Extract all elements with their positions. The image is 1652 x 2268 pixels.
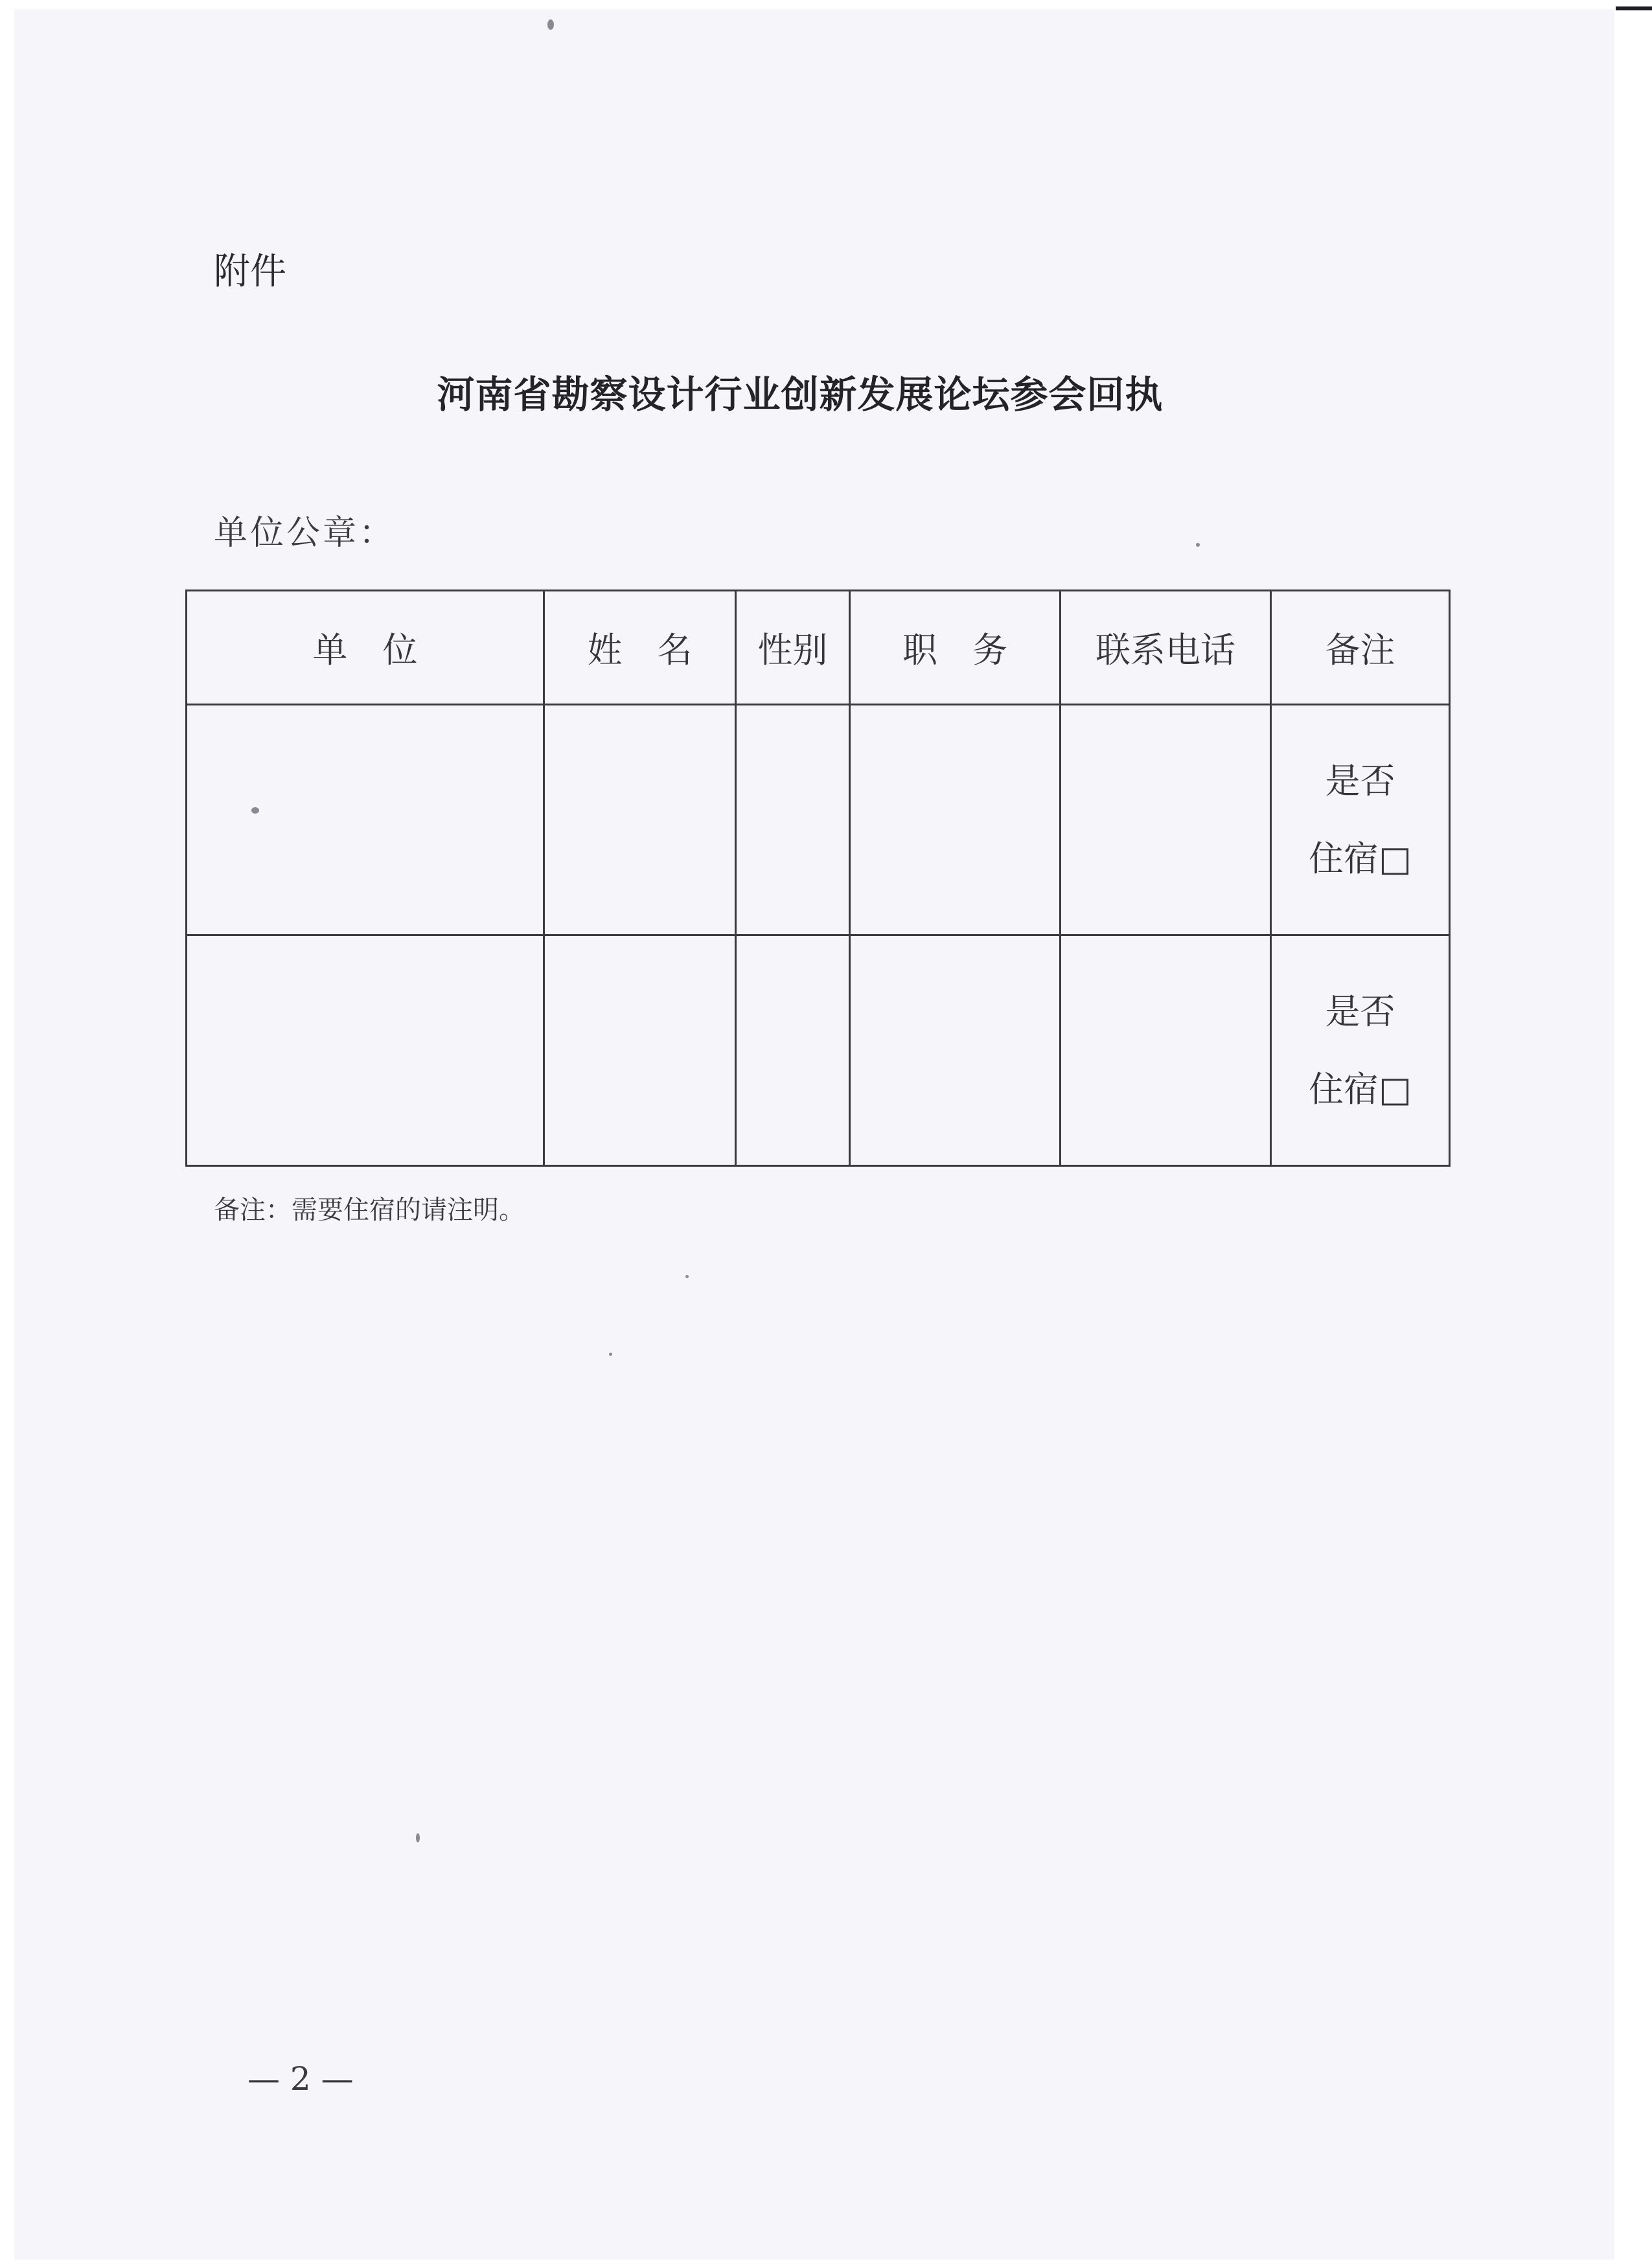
scan-corner-mark — [1616, 6, 1652, 10]
cell-gender[interactable] — [736, 935, 850, 1166]
cell-unit[interactable] — [187, 935, 544, 1166]
scan-speck — [685, 1275, 689, 1278]
page-title: 河南省勘察设计行业创新发展论坛参会回执 — [437, 372, 1164, 417]
remark-line2: 住宿□ — [1308, 1068, 1412, 1110]
cell-phone[interactable] — [1061, 935, 1271, 1166]
footnote: 备注：需要住宿的请注明。 — [214, 1195, 525, 1225]
cell-remark[interactable] — [1271, 705, 1450, 935]
registration-table — [185, 590, 1451, 1167]
table-row — [187, 705, 1450, 935]
remark-line1: 是否 — [1325, 991, 1395, 1032]
table-header-row — [187, 591, 1450, 705]
cell-unit[interactable] — [187, 705, 544, 935]
header-unit: 单 位 — [187, 591, 544, 705]
scan-speck — [416, 1833, 420, 1842]
attachment-label: 附件 — [214, 251, 286, 293]
cell-remark[interactable] — [1271, 935, 1450, 1166]
cell-name[interactable] — [544, 935, 736, 1166]
page-number: — 2 — — [247, 2060, 354, 2098]
scan-border — [1614, 0, 1652, 2268]
cell-gender[interactable] — [736, 705, 850, 935]
cell-name[interactable] — [544, 705, 736, 935]
cell-position[interactable] — [850, 935, 1061, 1166]
scan-speck — [609, 1353, 612, 1356]
scan-speck — [1196, 543, 1200, 547]
header-position: 职 务 — [850, 591, 1061, 705]
header-remark: 备注 — [1271, 591, 1450, 705]
seal-label: 单位公章： — [214, 514, 396, 553]
remark-line1: 是否 — [1325, 760, 1395, 801]
header-gender: 性别 — [736, 591, 850, 705]
header-phone: 联系电话 — [1061, 591, 1271, 705]
header-name: 姓 名 — [544, 591, 736, 705]
cell-phone[interactable] — [1061, 705, 1271, 935]
remark-line2: 住宿□ — [1308, 838, 1412, 879]
scan-speck — [547, 19, 554, 30]
cell-position[interactable] — [850, 705, 1061, 935]
table-row — [187, 935, 1450, 1166]
